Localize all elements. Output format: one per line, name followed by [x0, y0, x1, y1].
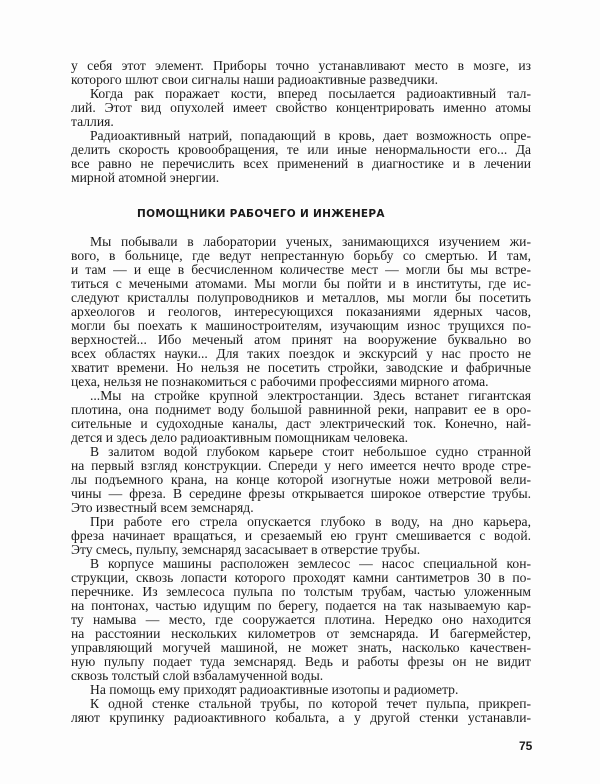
- text-line: мирной атомной энергии.: [71, 170, 220, 185]
- text-line: При работе его стрела опускается глубоко в воду, на дно карьера,: [90, 514, 531, 529]
- text-line: ную пульпу подает туда земснаряд. Ведь и работы фрезы он не видит: [71, 654, 531, 669]
- text-line: плотина, она поднимет воду большой равнинной реки, направит ее в оро-: [71, 402, 531, 417]
- text-line: и там — и еще в бесчисленном количестве мест — могли бы мы встре-: [71, 262, 531, 277]
- text-line: В корпусе машины расположен землесос — насос специальной кон-: [90, 556, 531, 571]
- text-line: фреза начинает вращаться, и срезаемый ею грунт смешивается с водой.: [71, 528, 531, 543]
- text-line: верхностей... Ибо меченый атом принят на вооружение буквально во: [71, 332, 531, 347]
- text-line: делить скорость кровообращения, те или иные ненормальности его... Да: [71, 142, 531, 157]
- text-line: Эту смесь, пульпу, земснаряд засасывает в отверстие трубы.: [71, 542, 421, 557]
- text-line: на первый взгляд конструкции. Спереди у него имеется нечто вроде стре-: [71, 458, 531, 473]
- text-line: В залитом водой глубоком карьере стоит небольшое судно странной: [90, 444, 531, 459]
- text-line: лы подъемного крана, на конце которой изогнутые ножи метровой вели-: [71, 472, 531, 487]
- text-line: Радиоактивный натрий, попадающий в кровь, дает возможность опре-: [90, 128, 531, 143]
- page-number: 75: [519, 739, 533, 753]
- text-line: Мы побывали в лаборатории ученых, занимающихся изучением жи-: [90, 234, 531, 249]
- text-line: Это известный всем земснаряд.: [71, 500, 254, 515]
- text-line: К одной стенке стальной трубы, по которой течет пульпа, прикреп-: [90, 696, 531, 711]
- text-line: перечнике. Из землесоса пульпа по толстым трубам, частью уложенным: [71, 584, 531, 599]
- text-line: на понтонах, частью идущим по берегу, подается на так называемую кар-: [71, 598, 531, 613]
- text-line: хватит времени. Но нельзя не посетить стройки, заводские и фабричные: [71, 360, 531, 375]
- text-line: археологов и геологов, интересующихся показаниями ядерных часов,: [71, 304, 531, 319]
- text-line: у себя этот элемент. Приборы точно устанавливают место в мозге, из: [71, 58, 531, 73]
- text-line: сквозь толстый слой взбаламученной воды.: [71, 668, 324, 683]
- text-line: все равно не перечислить всех применений в диагностике и в лечении: [71, 156, 531, 171]
- text-line: управляющий могучей машиной, не может знать, насколько качествен-: [71, 640, 531, 655]
- text-line: чины — фреза. В середине фрезы открывается широкое отверстие трубы.: [71, 486, 531, 501]
- text-line: вого, в больнице, где ведут непрестанную борьбу со смертью. И там,: [71, 248, 531, 263]
- text-line: ту намыва — место, где сооружается плотина. Нередко оно находится: [71, 612, 531, 627]
- text-line: титься с мечеными атомами. Мы могли бы пойти и в институты, где ис-: [71, 276, 531, 291]
- text-line: могли бы поехать к машиностроителям, изучающим износ трущихся по-: [71, 318, 531, 333]
- text-line: ляют крупинку радиоактивного кобальта, а у другой стенки устанавли-: [71, 710, 531, 725]
- text-line: струкции, сквозь лопасти которого проходят камни сантиметров 30 в по-: [71, 570, 531, 585]
- text-line: следуют кристаллы полупроводников и металлов, мы могли бы посетить: [71, 290, 531, 305]
- text-line: лий. Этот вид опухолей имеет свойство концентрировать именно атомы: [71, 100, 531, 115]
- text-line: на расстоянии нескольких километров от земснаряда. И багермейстер,: [71, 626, 531, 641]
- text-line: цеха, нельзя не познакомиться с рабочими профессиями мирного атома.: [71, 374, 489, 389]
- text-line: всех областях науки... Для таких поездок и экскурсий у нас просто не: [71, 346, 531, 361]
- text-line: сительные и судоходные каналы, даст электрический ток. Конечно, най-: [71, 416, 531, 431]
- section-heading: ПОМОЩНИКИ РАБОЧЕГО И ИНЖЕНЕРА: [137, 208, 385, 220]
- text-line: которого шлют свои сигналы наши радиоактивные разведчики.: [71, 72, 439, 87]
- text-line: таллия.: [71, 114, 114, 129]
- text-line: На помощь ему приходят радиоактивные изотопы и радиометр.: [90, 682, 459, 697]
- text-line: дется и здесь дело радиоактивным помощникам человека.: [71, 430, 409, 445]
- text-line: ...Мы на стройке крупной электростанции. Здесь встанет гигантская: [90, 388, 531, 403]
- text-line: Когда рак поражает кости, вперед посылается радиоактивный тал-: [90, 86, 531, 101]
